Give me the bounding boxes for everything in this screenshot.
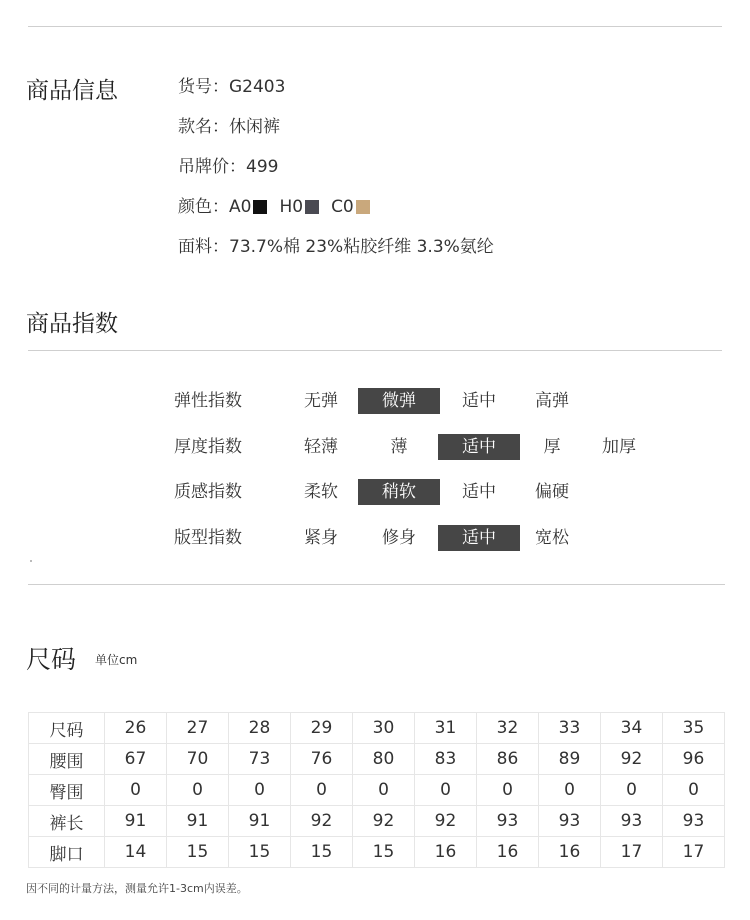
table-cell: 76 xyxy=(291,744,353,775)
product-index-grid xyxy=(174,386,694,568)
size-chart-unit: 单位cm xyxy=(95,653,138,667)
index-row-label: 版型指数 xyxy=(174,527,242,548)
table-cell: 86 xyxy=(477,744,539,775)
measurement-note: 因不同的计量方法，测量允许1-3cm内误差。 xyxy=(26,882,248,895)
size-chart-title: 尺码 xyxy=(26,645,77,674)
index-option: 柔软 xyxy=(304,482,338,502)
index-option-selected: 适中 xyxy=(438,525,520,551)
color-label: 颜色 ： xyxy=(178,195,229,219)
index-row-label: 弹性指数 xyxy=(174,391,242,411)
table-cell: 80 xyxy=(353,744,415,775)
index-option: 修身 xyxy=(382,527,416,548)
table-cell: 92 xyxy=(415,806,477,837)
product-info-list xyxy=(178,75,494,275)
table-cell: 29 xyxy=(291,713,353,744)
table-cell: 92 xyxy=(291,806,353,837)
tag-price-label: 吊牌价 ： xyxy=(178,155,246,179)
table-row-header: 脚口 xyxy=(29,837,105,868)
table-cell: 28 xyxy=(229,713,291,744)
table-row-header: 腰围 xyxy=(29,744,105,775)
table-cell: 70 xyxy=(167,744,229,775)
table-cell: 92 xyxy=(353,806,415,837)
table-cell: 73 xyxy=(229,744,291,775)
index-option: 适中 xyxy=(462,391,496,411)
table-cell: 93 xyxy=(663,806,725,837)
index-option: 厚 xyxy=(543,436,561,457)
sku-label: 货号 ： xyxy=(178,75,229,99)
info-row-fabric xyxy=(178,235,494,275)
table-cell: 31 xyxy=(415,713,477,744)
table-row xyxy=(29,713,725,744)
index-divider xyxy=(28,350,722,351)
table-cell: 92 xyxy=(601,744,663,775)
table-cell: 15 xyxy=(167,837,229,868)
table-cell: 26 xyxy=(105,713,167,744)
table-cell: 0 xyxy=(291,775,353,806)
index-option: 宽松 xyxy=(535,527,569,548)
table-cell: 0 xyxy=(477,775,539,806)
size-divider xyxy=(28,584,725,585)
index-option: 轻薄 xyxy=(304,436,338,457)
index-option: 无弹 xyxy=(304,391,338,411)
table-row xyxy=(29,806,725,837)
table-row xyxy=(29,837,725,868)
index-option-selected: 微弹 xyxy=(358,388,440,414)
index-option: 紧身 xyxy=(304,527,338,548)
table-cell: 93 xyxy=(477,806,539,837)
index-option: 高弹 xyxy=(535,391,569,411)
table-cell: 0 xyxy=(105,775,167,806)
fabric-value: 73.7%棉 23%粘胶纤维 3.3%氨纶 xyxy=(229,237,494,257)
product-info-title: 商品信息 xyxy=(26,78,118,104)
tag-price-value: 499 xyxy=(246,157,279,177)
table-row-header: 裤长 xyxy=(29,806,105,837)
table-cell: 93 xyxy=(601,806,663,837)
index-option-selected: 稍软 xyxy=(358,479,440,505)
index-option: 薄 xyxy=(390,436,408,457)
size-chart-table xyxy=(28,712,725,868)
table-cell: 14 xyxy=(105,837,167,868)
info-row-style-name xyxy=(178,115,494,155)
table-cell: 67 xyxy=(105,744,167,775)
table-cell: 17 xyxy=(663,837,725,868)
table-cell: 0 xyxy=(167,775,229,806)
index-row xyxy=(174,477,694,523)
table-cell: 16 xyxy=(415,837,477,868)
index-option-selected: 适中 xyxy=(438,434,520,460)
table-cell: 32 xyxy=(477,713,539,744)
index-row-label: 质感指数 xyxy=(174,482,242,502)
sku-value: G2403 xyxy=(229,77,286,97)
info-row-color xyxy=(178,195,494,235)
table-cell: 91 xyxy=(167,806,229,837)
table-cell: 30 xyxy=(353,713,415,744)
index-row xyxy=(174,523,694,569)
index-option: 加厚 xyxy=(602,436,636,457)
table-row xyxy=(29,775,725,806)
table-cell: 91 xyxy=(229,806,291,837)
table-cell: 0 xyxy=(539,775,601,806)
style-name-value: 休闲裤 xyxy=(229,117,280,137)
table-cell: 91 xyxy=(105,806,167,837)
index-option: 适中 xyxy=(462,482,496,502)
style-name-label: 款名 ： xyxy=(178,115,229,139)
color-swatch-a0 xyxy=(253,200,267,214)
index-row xyxy=(174,432,694,478)
color-code-c0: C0 xyxy=(331,197,354,217)
info-row-tag-price xyxy=(178,155,494,195)
decorative-dot xyxy=(30,560,32,562)
table-cell: 27 xyxy=(167,713,229,744)
table-cell: 0 xyxy=(601,775,663,806)
table-row-header: 尺码 xyxy=(29,713,105,744)
table-cell: 33 xyxy=(539,713,601,744)
color-swatch-h0 xyxy=(305,200,319,214)
fabric-label: 面料 ： xyxy=(178,235,229,259)
table-cell: 16 xyxy=(539,837,601,868)
info-row-sku xyxy=(178,75,494,115)
product-index-title: 商品指数 xyxy=(26,311,118,337)
color-swatch-c0 xyxy=(356,200,370,214)
table-cell: 16 xyxy=(477,837,539,868)
table-row-header: 臀围 xyxy=(29,775,105,806)
table-cell: 93 xyxy=(539,806,601,837)
index-option: 偏硬 xyxy=(535,482,569,502)
table-cell: 0 xyxy=(353,775,415,806)
table-cell: 17 xyxy=(601,837,663,868)
table-cell: 15 xyxy=(291,837,353,868)
color-code-h0: H0 xyxy=(279,197,304,217)
index-row xyxy=(174,386,694,432)
table-cell: 0 xyxy=(415,775,477,806)
table-cell: 0 xyxy=(229,775,291,806)
table-cell: 34 xyxy=(601,713,663,744)
table-cell: 15 xyxy=(229,837,291,868)
table-cell: 96 xyxy=(663,744,725,775)
color-code-a0: A0 xyxy=(229,197,252,217)
table-cell: 0 xyxy=(663,775,725,806)
top-divider xyxy=(28,26,722,27)
table-cell: 35 xyxy=(663,713,725,744)
table-cell: 15 xyxy=(353,837,415,868)
table-row xyxy=(29,744,725,775)
index-row-label: 厚度指数 xyxy=(174,436,242,457)
table-cell: 89 xyxy=(539,744,601,775)
color-swatches xyxy=(229,195,382,219)
table-cell: 83 xyxy=(415,744,477,775)
